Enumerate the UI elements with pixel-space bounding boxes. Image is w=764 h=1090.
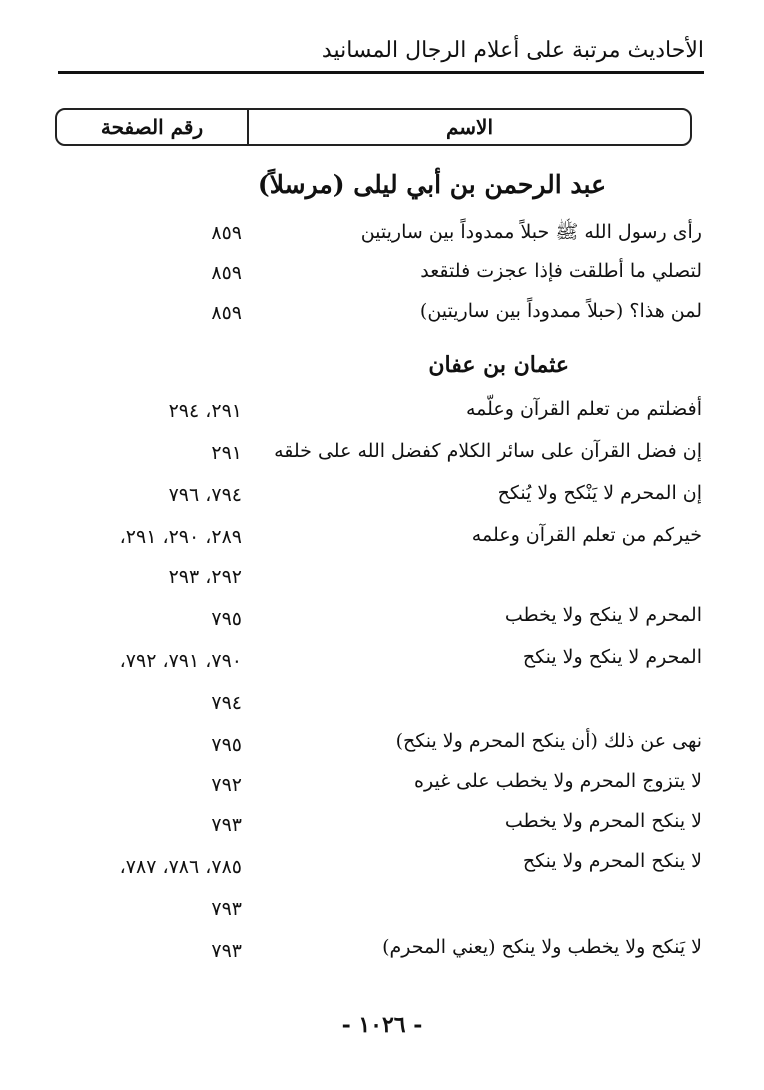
- entry-pages: ٨٥٩: [211, 302, 242, 324]
- section-title: عبد الرحمن بن أبي ليلى (مرسلاً): [257, 170, 606, 199]
- entry-pages: ٨٥٩: [211, 222, 242, 244]
- entry-pages: ٢٨٩، ٢٩٠، ٢٩١،: [119, 526, 242, 548]
- entry-pages: ٧٩٥: [211, 608, 242, 630]
- entry-pages: ٧٩٤، ٧٩٦: [168, 484, 242, 506]
- entry-text: لا يَنكح ولا يخطب ولا ينكح (يعني المحرم): [382, 936, 702, 958]
- column-header-box: [55, 108, 692, 146]
- entry-pages-continued: ٧٩٣: [211, 898, 242, 920]
- column-header-name: الاسم: [445, 115, 494, 139]
- entry-text: المحرم لا ينكح ولا ينكح: [522, 646, 702, 668]
- entry-pages-continued: ٢٩٢، ٢٩٣: [168, 566, 242, 588]
- entry-pages: ٢٩١، ٢٩٤: [168, 400, 242, 422]
- entry-text: لمن هذا؟ (حبلاً ممدوداً بين ساريتين): [419, 300, 702, 322]
- entry-text: أفضلتم من تعلم القرآن وعلّمه: [465, 398, 702, 420]
- entry-pages: ٢٩١: [211, 442, 242, 464]
- entry-text: رأى رسول الله ﷺ حبلاً ممدوداً بين ساريتين: [360, 221, 702, 243]
- page-number: - ١٠٢٦ -: [341, 1012, 423, 1038]
- entry-pages: ٨٥٩: [211, 262, 242, 284]
- entry-text: لا يتزوج المحرم ولا يخطب على غيره: [414, 770, 702, 792]
- entry-pages: ٧٩٠، ٧٩١، ٧٩٢،: [119, 650, 242, 672]
- entry-pages: ٧٨٥، ٧٨٦، ٧٨٧،: [119, 856, 242, 878]
- entry-pages: ٧٩٢: [211, 774, 242, 796]
- entry-text: المحرم لا ينكح ولا يخطب: [504, 604, 702, 626]
- entry-text: نهى عن ذلك (أن ينكح المحرم ولا ينكح): [395, 730, 702, 752]
- entry-pages-continued: ٧٩٤: [211, 692, 242, 714]
- entry-text: لا ينكح المحرم ولا يخطب: [504, 810, 702, 832]
- entry-text: إن فضل القرآن على سائر الكلام كفضل الله على خلقه: [274, 440, 702, 462]
- entry-pages: ٧٩٣: [211, 940, 242, 962]
- entry-text: إن المحرم لا يَنْكح ولا يُنكح: [497, 482, 702, 504]
- entry-pages: ٧٩٥: [211, 734, 242, 756]
- running-header-title: الأحاديث مرتبة على أعلام الرجال المسانيد: [321, 38, 704, 63]
- section-title: عثمان بن عفان: [428, 352, 569, 378]
- header-rule: [58, 71, 704, 74]
- entry-text: لتصلي ما أطلقت فإذا عجزت فلتقعد: [420, 260, 702, 282]
- entry-pages: ٧٩٣: [211, 814, 242, 836]
- entry-text: خيركم من تعلم القرآن وعلمه: [471, 524, 702, 546]
- entry-text: لا ينكح المحرم ولا ينكح: [522, 850, 702, 872]
- column-header-page: رقم الصفحة: [57, 110, 249, 144]
